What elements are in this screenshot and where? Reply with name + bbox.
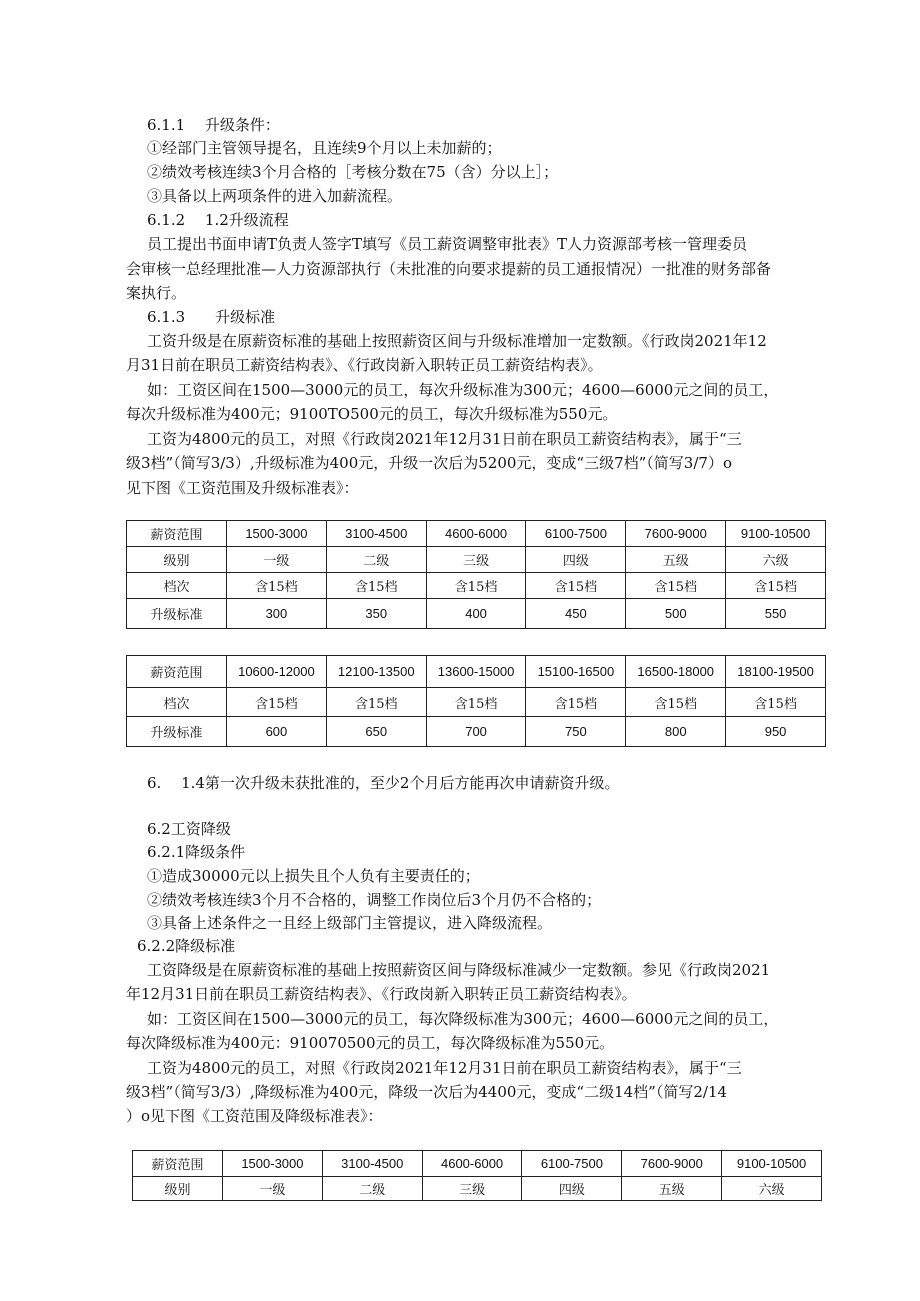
- table-cell: 1500-3000: [223, 1151, 323, 1177]
- process-line-2: 会审核一总经理批准—人力资源部执行（未批准的向要求提薪的员工通报情况）一批准的财务部备: [126, 260, 772, 278]
- table-row: [127, 521, 826, 547]
- table-cell: 10600-12000: [227, 656, 327, 688]
- table-cell: 五级: [622, 1177, 722, 1201]
- section-613-heading: 6.1.3 升级标准: [147, 308, 276, 326]
- table-cell: 含15档: [227, 688, 327, 717]
- table-cell: 薪资范围: [127, 521, 227, 547]
- table-cell: 15100-16500: [526, 656, 626, 688]
- upgrade-para3-line3: 见下图《工资范围及升级标准表》：: [126, 479, 359, 497]
- demotion-condition-2: ②绩效考核连续3个月不合格的，调整工作岗位后3个月仍不合格的；: [147, 891, 602, 909]
- table-cell: 7600-9000: [622, 1151, 722, 1177]
- table-cell: 550: [726, 599, 826, 629]
- section-621-heading: 6.2.1降级条件: [147, 843, 246, 861]
- table-cell: 750: [526, 717, 626, 747]
- table-row: [127, 573, 826, 599]
- table-cell: 薪资范围: [133, 1151, 223, 1177]
- condition-item-2: ②绩效考核连续3个月合格的［考核分数在75（含）分以上］；: [147, 163, 559, 181]
- table-cell: 档次: [127, 688, 227, 717]
- table-cell: 含15档: [626, 688, 726, 717]
- downgrade-para3-line3: ）o见下图《工资范围及降级标准表》：: [126, 1107, 383, 1125]
- table-cell: 升级标准: [127, 599, 227, 629]
- table-cell: 含15档: [626, 573, 726, 599]
- condition-item-3: ③具备以上两项条件的进入加薪流程。: [147, 187, 403, 205]
- table-cell: 700: [426, 717, 526, 747]
- table-cell: 三级: [426, 547, 526, 573]
- table-cell: 16500-18000: [626, 656, 726, 688]
- table-cell: 二级: [326, 547, 426, 573]
- table-row: [127, 688, 826, 717]
- table-cell: 6100-7500: [522, 1151, 622, 1177]
- downgrade-standard-table: [132, 1150, 822, 1201]
- table-cell: 9100-10500: [722, 1151, 822, 1177]
- table-cell: 级别: [133, 1177, 223, 1201]
- table-cell: 含15档: [526, 688, 626, 717]
- section-611-heading: 6.1.1 升级条件：: [147, 116, 280, 134]
- process-line-1: 员工提出书面申请T负责人签字T填写《员工薪资调整审批表》T人力资源部考核一管理委员: [147, 235, 748, 253]
- table-cell: 级别: [127, 547, 227, 573]
- downgrade-para1-line2: 年12月31日前在职员工薪资结构表》、《行政岗新入职转正员工薪资结构表》。: [126, 985, 637, 1003]
- table-cell: 400: [426, 599, 526, 629]
- table-cell: 五级: [626, 547, 726, 573]
- upgrade-para1-line1: 工资升级是在原薪资标准的基础上按照薪资区间与升级标准增加一定数额。《行政岗2021年12: [147, 332, 767, 350]
- section-622-heading: 6.2.2降级标准: [137, 937, 236, 955]
- table-cell: 六级: [726, 547, 826, 573]
- downgrade-para2-line2: 每次降级标准为400元：910070500元的员工，每次降级标准为550元。: [126, 1034, 615, 1052]
- demotion-condition-1: ①造成30000元以上损失且个人负有主要责任的；: [147, 867, 480, 885]
- table-row: [127, 599, 826, 629]
- table-cell: 档次: [127, 573, 227, 599]
- downgrade-para3-line2: 级3档”（简写3/3）,降级标准为400元，降级一次后为4400元，变成“二级14档”（简写2/14: [126, 1083, 728, 1101]
- table-cell: 含15档: [326, 688, 426, 717]
- table-cell: 升级标准: [127, 717, 227, 747]
- table-cell: 3100-4500: [322, 1151, 422, 1177]
- table-cell: 含15档: [426, 573, 526, 599]
- table-cell: 4600-6000: [426, 521, 526, 547]
- table-row: [127, 656, 826, 688]
- table-cell: 含15档: [426, 688, 526, 717]
- table-cell: 650: [326, 717, 426, 747]
- upgrade-para3-line1: 工资为4800元的员工，对照《行政岗2021年12月31日前在职员工薪资结构表》，属于“三: [147, 430, 742, 448]
- condition-item-1: ①经部门主管领导提名，且连续9个月以上未加薪的；: [147, 139, 502, 157]
- table-cell: 含15档: [227, 573, 327, 599]
- table-row: [133, 1177, 822, 1201]
- upgrade-standard-table-2: [126, 655, 826, 747]
- table-cell: 800: [626, 717, 726, 747]
- table-cell: 含15档: [326, 573, 426, 599]
- table-row: [127, 717, 826, 747]
- table-cell: 4600-6000: [422, 1151, 522, 1177]
- upgrade-para3-line2: 级3档”（简写3/3）,升级标准为400元，升级一次后为5200元，变成“三级7档”（简写3/7）o: [126, 454, 732, 472]
- note-614: 6. 1.4第一次升级未获批准的，至少2个月后方能再次申请薪资升级。: [147, 774, 620, 792]
- table-cell: 四级: [526, 547, 626, 573]
- demotion-condition-3: ③具备上述条件之一且经上级部门主管提议，进入降级流程。: [147, 914, 553, 932]
- table-cell: 四级: [522, 1177, 622, 1201]
- table-cell: 3100-4500: [326, 521, 426, 547]
- table-cell: 300: [227, 599, 327, 629]
- table-cell: 9100-10500: [726, 521, 826, 547]
- section-62-heading: 6.2工资降级: [147, 820, 231, 838]
- downgrade-para3-line1: 工资为4800元的员工，对照《行政岗2021年12月31日前在职员工薪资结构表》，属于“三: [147, 1059, 742, 1077]
- table-cell: 三级: [422, 1177, 522, 1201]
- table-cell: 950: [726, 717, 826, 747]
- table-cell: 500: [626, 599, 726, 629]
- table-row: [127, 547, 826, 573]
- downgrade-para2-line1: 如：工资区间在1500—3000元的员工，每次降级标准为300元；4600—6000元之间的员工，: [147, 1010, 779, 1028]
- upgrade-para1-line2: 月31日前在职员工薪资结构表》、《行政岗新入职转正员工薪资结构表》。: [126, 356, 603, 374]
- table-cell: 450: [526, 599, 626, 629]
- table-cell: 二级: [322, 1177, 422, 1201]
- table-cell: 7600-9000: [626, 521, 726, 547]
- table-row: [133, 1151, 822, 1177]
- table-cell: 含15档: [726, 688, 826, 717]
- table-cell: 600: [227, 717, 327, 747]
- upgrade-standard-table-1: [126, 520, 826, 629]
- table-cell: 12100-13500: [326, 656, 426, 688]
- table-cell: 含15档: [526, 573, 626, 599]
- table-cell: 一级: [227, 547, 327, 573]
- table-cell: 6100-7500: [526, 521, 626, 547]
- table-cell: 六级: [722, 1177, 822, 1201]
- upgrade-para2-line2: 每次升级标准为400元；9100TO500元的员工，每次升级标准为550元。: [126, 405, 618, 423]
- table-cell: 1500-3000: [227, 521, 327, 547]
- section-612-heading: 6.1.2 1.2升级流程: [147, 211, 289, 229]
- table-cell: 一级: [223, 1177, 323, 1201]
- upgrade-para2-line1: 如：工资区间在1500—3000元的员工，每次升级标准为300元；4600—6000元之间的员工，: [147, 381, 779, 399]
- table-cell: 350: [326, 599, 426, 629]
- table-cell: 薪资范围: [127, 656, 227, 688]
- table-cell: 18100-19500: [726, 656, 826, 688]
- table-cell: 13600-15000: [426, 656, 526, 688]
- table-cell: 含15档: [726, 573, 826, 599]
- process-line-3: 案执行。: [126, 284, 187, 302]
- downgrade-para1-line1: 工资降级是在原薪资标准的基础上按照薪资区间与降级标准减少一定数额。参见《行政岗2021: [147, 961, 771, 979]
